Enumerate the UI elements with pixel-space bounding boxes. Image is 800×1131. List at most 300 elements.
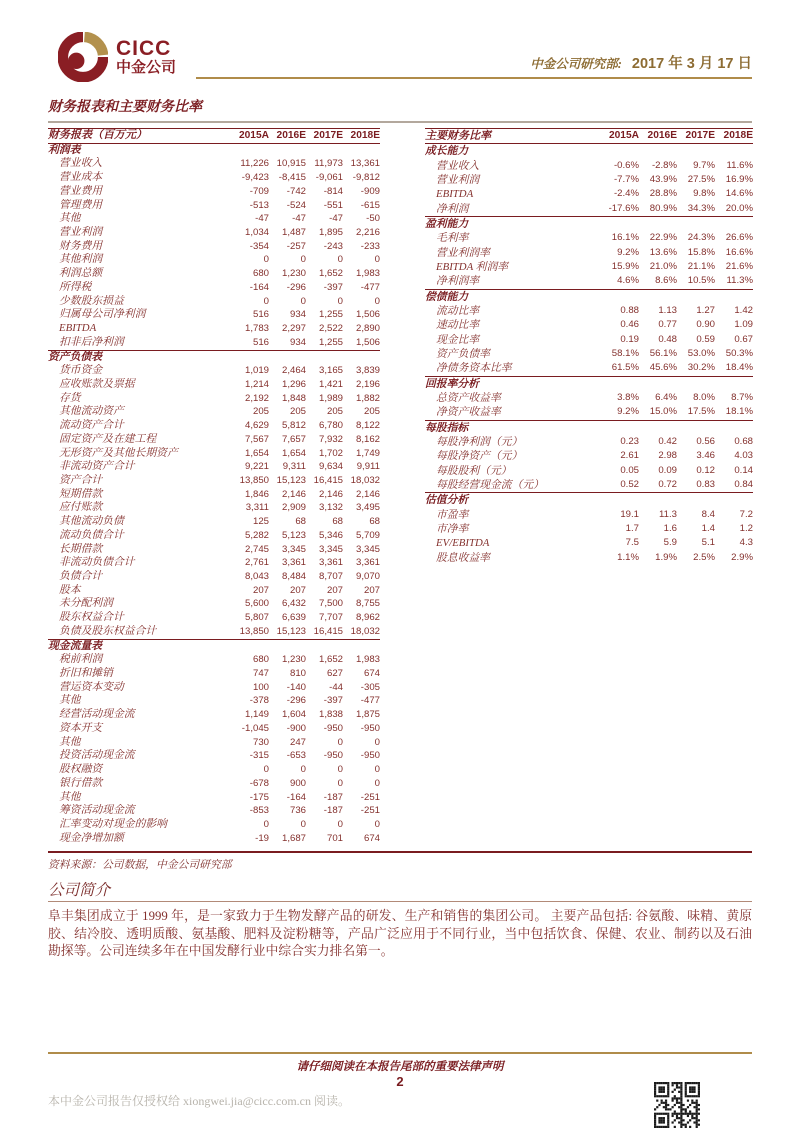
row-label: 所得税 (59, 280, 92, 293)
table-row (48, 199, 380, 213)
brand-name-en: CICC (116, 36, 172, 60)
row-label: 股东权益合计 (59, 611, 124, 624)
cell-value: 50.3% (725, 347, 753, 359)
cell-value: 11,973 (314, 158, 343, 170)
cell-value: -9,812 (352, 172, 380, 184)
row-label: 其他 (59, 694, 81, 707)
column-header: 2017E (677, 129, 715, 144)
row-label: 每股股利（元） (436, 464, 512, 477)
cell-value: 8,755 (355, 598, 380, 610)
cell-value: 0.59 (696, 333, 715, 345)
cell-value: 0 (263, 295, 269, 307)
cell-value: 68 (369, 516, 380, 528)
column-header: 2018E (715, 129, 753, 144)
cell-value: 516 (252, 336, 269, 348)
cell-value: 11.3 (659, 508, 677, 520)
column-header: 2016E (269, 129, 306, 144)
cell-value: -513 (249, 199, 269, 211)
cell-value: 0.12 (696, 464, 715, 476)
cell-value: 1,875 (355, 709, 380, 721)
table-row (48, 447, 380, 461)
cell-value: 0 (374, 764, 380, 776)
section-header-row (425, 493, 753, 508)
cell-value: 2,909 (281, 502, 306, 514)
row-label: 毛利率 (436, 232, 469, 245)
cell-value: 18,032 (350, 474, 380, 486)
cell-value: 3.8% (617, 391, 639, 403)
cell-value: 0 (300, 818, 306, 830)
table-row (425, 173, 753, 187)
cell-value: 1,214 (244, 378, 269, 390)
cell-value: 2.9% (731, 551, 753, 563)
table-row (48, 515, 380, 529)
cell-value: 205 (252, 406, 269, 418)
cell-value: 1,983 (355, 268, 380, 280)
cell-value: 0.56 (696, 435, 715, 447)
cell-value: 0.84 (734, 478, 753, 490)
cell-value: 18.1% (725, 406, 753, 418)
cell-value: 0 (374, 254, 380, 266)
cell-value: 3.46 (696, 450, 715, 462)
row-label: 营业收入 (59, 157, 103, 170)
row-label: 存货 (59, 391, 81, 404)
table-row (48, 611, 380, 625)
table-row (48, 295, 380, 309)
cell-value: 3,132 (318, 502, 343, 514)
cell-value: 810 (289, 668, 306, 680)
cell-value: 80.9% (649, 202, 677, 214)
table-row (425, 361, 753, 376)
section-header-row (425, 216, 753, 231)
table-row (425, 231, 753, 245)
row-label: EBITDA (436, 188, 474, 201)
cell-value: 13,850 (239, 474, 269, 486)
table-row (48, 392, 380, 406)
table-row (48, 791, 380, 805)
cell-value: -296 (286, 695, 306, 707)
cell-value: 1,983 (355, 654, 380, 666)
cell-value: 15.9% (611, 260, 639, 272)
cell-value: 11.3% (726, 275, 753, 287)
table-row (48, 460, 380, 474)
brand-name-cn: 中金公司 (116, 58, 177, 76)
section-header-row (425, 289, 753, 304)
row-label: 流动比率 (436, 304, 480, 317)
cell-value: 20.0% (725, 202, 753, 214)
cell-value: -47 (292, 213, 306, 225)
cell-value: 6.4% (655, 391, 677, 403)
cell-value: -187 (323, 805, 343, 817)
cell-value: 934 (289, 309, 306, 321)
cell-value: 2,216 (355, 227, 380, 239)
cell-value: 8.4 (701, 508, 715, 520)
cell-value: 0.90 (696, 319, 715, 331)
section-header-row (425, 420, 753, 435)
section-name: 盈利能力 (425, 216, 753, 231)
row-label: 税前利润 (59, 653, 103, 666)
cell-value: 1,895 (318, 227, 343, 239)
cell-value: 1,848 (281, 392, 306, 404)
cell-value: 1,487 (281, 227, 306, 239)
cell-value: -354 (249, 240, 269, 252)
row-label: 其他 (59, 790, 81, 803)
cell-value: 1.13 (658, 304, 677, 316)
cell-value: -315 (249, 750, 269, 762)
cell-value: 205 (289, 406, 306, 418)
cell-value: 1,296 (281, 378, 306, 390)
table-row (48, 226, 380, 240)
cell-value: -9,423 (241, 172, 269, 184)
table-row (425, 246, 753, 260)
cell-value: 1.1% (617, 551, 639, 563)
cell-value: 8,962 (355, 612, 380, 624)
cell-value: -950 (323, 750, 343, 762)
cell-value: 10,915 (276, 158, 306, 170)
column-header: 2016E (639, 129, 677, 144)
cell-value: 6,639 (281, 612, 306, 624)
table-title: 主要财务比率 (425, 129, 601, 144)
cell-value: 0 (263, 818, 269, 830)
cell-value: 3,311 (245, 502, 269, 514)
cell-value: 1,652 (318, 654, 343, 666)
row-label: 应收账款及票据 (59, 377, 135, 390)
cell-value: 26.6% (725, 232, 753, 244)
cell-value: 1,652 (318, 268, 343, 280)
cell-value: 2,196 (355, 378, 380, 390)
cell-value: 7,567 (244, 433, 269, 445)
cell-value: 680 (252, 268, 269, 280)
cell-value: -251 (360, 791, 380, 803)
cell-value: 0.67 (734, 333, 753, 345)
cell-value: 207 (363, 584, 380, 596)
cell-value: 9,070 (355, 571, 380, 582)
cell-value: 0 (337, 818, 343, 830)
cell-value: 1.9% (655, 551, 677, 563)
cell-value: 1,654 (281, 447, 306, 459)
cell-value: 516 (252, 309, 269, 321)
cell-value: 13,361 (350, 158, 380, 170)
page-number: 2 (396, 1074, 404, 1089)
cell-value: 53.0% (687, 347, 715, 359)
table-row (425, 187, 753, 201)
cell-value: -251 (360, 805, 380, 817)
cell-value: 15,123 (276, 625, 306, 637)
table-row (48, 722, 380, 736)
financial-ratios-table (425, 128, 753, 565)
section-name: 利润表 (48, 143, 81, 156)
cell-value: 0 (374, 818, 380, 830)
cell-value: 0.23 (620, 435, 639, 447)
cell-value: 247 (289, 736, 306, 748)
table-row (48, 818, 380, 832)
cell-value: 0.46 (620, 319, 639, 331)
cell-value: 3,361 (318, 557, 343, 569)
cell-value: 8,043 (244, 571, 269, 582)
table-row (48, 832, 380, 846)
row-label: EBITDA (59, 322, 97, 335)
table-row (48, 681, 380, 695)
cell-value: 30.2% (687, 362, 715, 374)
cell-value: 5,600 (244, 598, 269, 610)
cell-value: -2.8% (651, 159, 677, 171)
cell-value: -678 (249, 777, 269, 789)
cell-value: -397 (323, 695, 343, 707)
research-dept-label: 中金公司研究部: (530, 57, 622, 71)
cell-value: 5,807 (244, 612, 269, 624)
cell-value: 15,123 (276, 474, 306, 486)
row-label: 资本开支 (59, 721, 103, 734)
table-row (48, 378, 380, 392)
cell-value: 125 (252, 516, 269, 528)
column-header: 2017E (306, 129, 343, 144)
cell-value: -175 (249, 791, 269, 803)
cell-value: 900 (289, 777, 306, 789)
cell-value: 1,034 (244, 227, 269, 239)
cell-value: 1,838 (318, 709, 343, 721)
cell-value: 3,839 (355, 365, 380, 377)
cell-value: 16,415 (313, 474, 343, 486)
cell-value: -17.6% (608, 202, 639, 214)
cell-value: 45.6% (649, 362, 677, 374)
cell-value: 1.2 (739, 522, 753, 534)
cell-value: -950 (360, 722, 380, 734)
table-row (425, 464, 753, 478)
table-row (48, 171, 380, 185)
row-label: 每股经营现金流（元） (436, 478, 544, 491)
cell-value: 5,282 (244, 529, 269, 541)
table-header-row (425, 129, 753, 144)
row-label: 净资产收益率 (436, 406, 501, 419)
table-row (48, 749, 380, 763)
cell-value: 34.3% (687, 202, 715, 214)
cell-value: 18.4% (725, 362, 753, 374)
cell-value: -257 (286, 240, 306, 252)
cell-value: -853 (249, 805, 269, 817)
section-name: 估值分析 (425, 493, 753, 508)
row-label: 股息收益率 (436, 551, 490, 564)
table-row (48, 501, 380, 515)
cell-value: -615 (360, 199, 380, 211)
cell-value: 0 (337, 764, 343, 776)
table-row (48, 281, 380, 295)
cell-value: 7,932 (318, 433, 343, 445)
table-row (425, 260, 753, 274)
cell-value: 0.48 (658, 333, 677, 345)
cell-value: 7,500 (318, 598, 343, 610)
row-label: 每股净利润（元） (436, 435, 523, 448)
cell-value: 7,707 (318, 612, 343, 624)
cell-value: -164 (249, 281, 269, 293)
cell-value: 1,421 (318, 378, 343, 390)
table-row (48, 763, 380, 777)
cell-value: 17.5% (687, 406, 715, 418)
cell-value: 0.88 (620, 304, 639, 316)
cell-value: 27.5% (687, 173, 715, 185)
section-name: 每股指标 (425, 420, 753, 435)
row-label: 短期借款 (59, 487, 103, 500)
cell-value: 627 (326, 668, 343, 680)
table-row (48, 653, 380, 667)
cell-value: -8,415 (278, 172, 306, 184)
cell-value: 2.61 (620, 450, 639, 462)
cell-value: 2,890 (355, 323, 380, 335)
cell-value: 747 (252, 668, 269, 680)
row-label: 其他利润 (59, 253, 103, 266)
section-name: 成长能力 (425, 145, 469, 158)
row-label: 其他 (59, 735, 81, 748)
cell-value: -47 (255, 213, 269, 225)
company-intro-paragraph: 阜丰集团成立于 1999 年，是一家致力于生物发酵产品的研发、生产和销售的集团公司。 主要产品包括: 谷氨酸、味精、黄原胶、结冷胶、透明质酸、氨基酸、肥料及淀粉糖等，产品广泛应用于不同行业，当中包括饮食、保健、农业、制药以及石油 勘探等。公司连续多年在中国发酵行业中综合实力排名第一。 (48, 909, 752, 958)
cell-value: 3,345 (318, 543, 343, 555)
cell-value: 13.6% (649, 246, 677, 258)
cell-value: 1,687 (281, 832, 306, 844)
table-row (48, 777, 380, 791)
company-section-title: 公司简介 (48, 882, 111, 899)
cell-value: 1,654 (244, 447, 269, 459)
cell-value: 68 (332, 516, 343, 528)
table-row (48, 570, 380, 584)
row-label: 非流动负债合计 (59, 556, 135, 569)
header-research-date (530, 52, 752, 73)
cell-value: 4.6% (617, 275, 639, 287)
row-label: 无形资产及其他长期资产 (59, 446, 178, 459)
cell-value: 7.5 (625, 537, 639, 549)
cell-value: -7.7% (613, 173, 639, 185)
cell-value: -477 (360, 695, 380, 707)
row-label: 净债务资本比率 (436, 362, 512, 375)
cell-value: -653 (286, 750, 306, 762)
row-label: 汇率变动对现金的影响 (59, 817, 167, 830)
table-row (48, 474, 380, 488)
cell-value: -47 (329, 213, 343, 225)
cell-value: 0 (263, 764, 269, 776)
table-row (48, 736, 380, 750)
row-label: 市净率 (436, 522, 469, 535)
row-label: 银行借款 (59, 776, 103, 789)
table-row (48, 419, 380, 433)
cell-value: 0 (300, 764, 306, 776)
cell-value: 1,882 (355, 392, 380, 404)
cell-value: 5.1 (701, 537, 715, 549)
table-title: 财务报表（百万元） (48, 129, 232, 144)
table-row (48, 804, 380, 818)
cell-value: 6,780 (318, 420, 343, 432)
row-label: 净利润 (436, 202, 469, 215)
cell-value: 10.5% (687, 275, 715, 287)
cell-value: 207 (252, 584, 269, 596)
table-bottom-rule (48, 851, 752, 853)
cell-value: 205 (363, 406, 380, 418)
cell-value: -0.6% (613, 159, 639, 171)
cell-value: 21.6% (725, 260, 753, 272)
column-header: 2015A (601, 129, 639, 144)
cell-value: 24.3% (687, 232, 715, 244)
row-label: 其他 (59, 212, 81, 225)
cell-value: -709 (249, 185, 269, 197)
cell-value: 5,812 (281, 420, 306, 432)
table-row (48, 267, 380, 281)
cell-value: 0.05 (620, 464, 639, 476)
table-row (48, 556, 380, 570)
cell-value: 701 (326, 832, 343, 844)
cell-value: -187 (323, 791, 343, 803)
cell-value: 1,019 (244, 365, 269, 377)
row-label: 利润总额 (59, 267, 103, 280)
table-row (48, 433, 380, 447)
table-row (48, 405, 380, 419)
cell-value: 9.7% (693, 159, 715, 171)
cell-value: -243 (323, 240, 343, 252)
table-row (48, 597, 380, 611)
cell-value: 5,346 (318, 529, 343, 541)
cell-value: 0 (300, 295, 306, 307)
cell-value: 5,123 (281, 529, 306, 541)
cell-value: -524 (286, 199, 306, 211)
table-row (425, 449, 753, 463)
table-row (48, 212, 380, 226)
cell-value: 61.5% (611, 362, 639, 374)
table-row (425, 508, 753, 522)
row-label: 资产负债率 (436, 347, 490, 360)
cell-value: -233 (360, 240, 380, 252)
cell-value: 0 (337, 295, 343, 307)
legal-disclaimer: 请仔细阅读在本报告尾部的重要法律声明 (296, 1061, 504, 1073)
row-label: 营运资本变动 (59, 680, 124, 693)
cell-value: 0 (300, 254, 306, 266)
table-row (48, 543, 380, 557)
cell-value: 1,702 (318, 447, 343, 459)
cell-value: 8,122 (355, 420, 380, 432)
cell-value: 9,634 (318, 461, 343, 473)
row-label: 非流动资产合计 (59, 460, 135, 473)
section-name: 回报率分析 (425, 376, 753, 391)
cell-value: 0.72 (658, 478, 677, 490)
table-row (425, 333, 753, 347)
table-row (425, 478, 753, 493)
cell-value: 0.42 (658, 435, 677, 447)
cell-value: 0 (374, 295, 380, 307)
row-label: 未分配利润 (59, 597, 113, 610)
cell-value: 19.1 (620, 508, 639, 520)
cell-value: -164 (286, 791, 306, 803)
cell-value: 2,745 (244, 543, 269, 555)
cell-value: 1.27 (696, 304, 715, 316)
cell-value: 21.1% (687, 260, 715, 272)
cell-value: 9,221 (244, 461, 269, 473)
section-header-row (48, 350, 380, 364)
cell-value: 0 (263, 254, 269, 266)
cell-value: 1,989 (318, 392, 343, 404)
cell-value: 205 (326, 406, 343, 418)
cell-value: -2.4% (613, 188, 639, 200)
row-label: 现金净增加额 (59, 831, 124, 844)
cell-value: -814 (323, 185, 343, 197)
table-header-row (48, 129, 380, 144)
cell-value: 0 (337, 254, 343, 266)
cell-value: -50 (366, 213, 380, 225)
cell-value: 736 (289, 805, 306, 817)
cell-value: 13,850 (239, 625, 269, 637)
cell-value: 2.98 (658, 450, 677, 462)
cell-value: 7.2 (739, 508, 753, 520)
row-label: 折旧和摊销 (59, 667, 113, 680)
table-row (48, 529, 380, 543)
section-title: 财务报表和主要财务比率 (48, 100, 202, 115)
cell-value: 1,506 (355, 336, 380, 348)
table-row (425, 435, 753, 449)
row-label: 其他流动负债 (59, 515, 124, 528)
row-label: 营业利润 (59, 226, 103, 239)
